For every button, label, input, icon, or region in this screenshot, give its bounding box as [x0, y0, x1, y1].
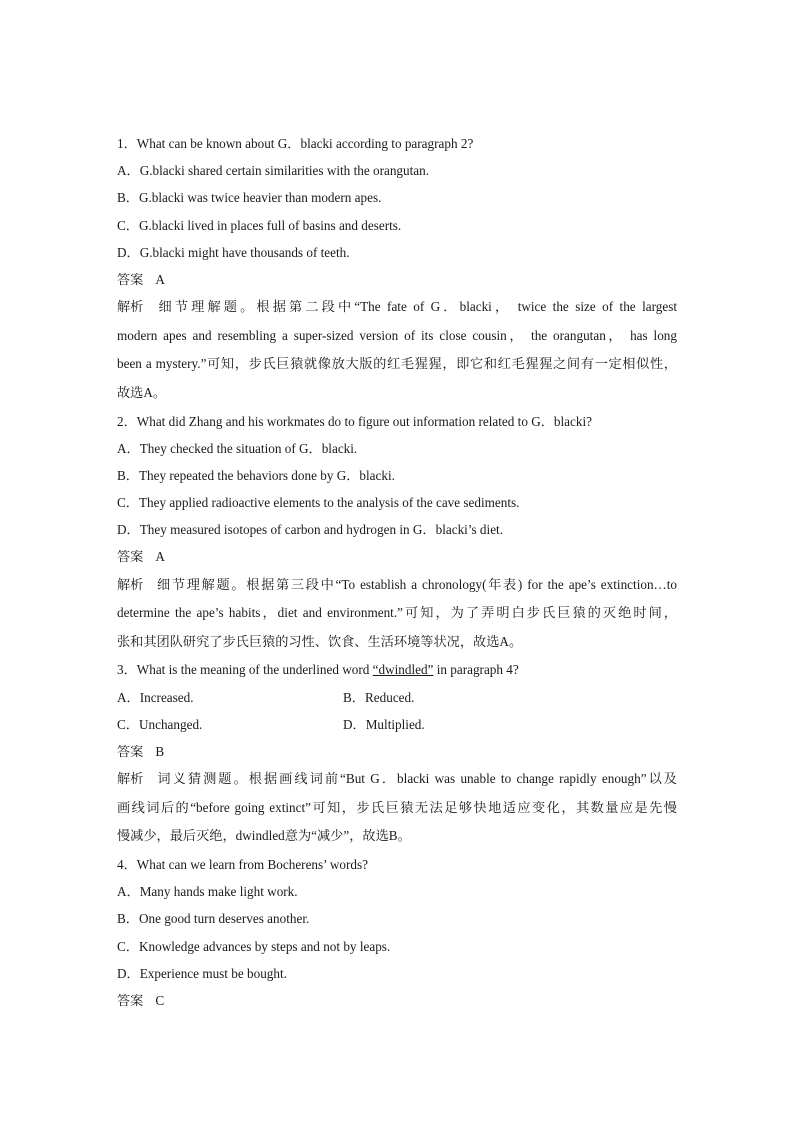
underlined-word: “dwindled”	[372, 662, 434, 678]
question-2	[117, 408, 677, 657]
question-stem: 4．What can we learn from Bocherens’ words?	[117, 856, 368, 872]
analysis-line: 解析 词义猜测题。根据画线词前“But G．blacki was unable to change rapidly enough”以及	[117, 765, 677, 794]
answer-line	[117, 543, 677, 570]
option-row	[117, 711, 677, 738]
option-c: C．They applied radioactive elements to the analysis of the cave sediments.	[117, 495, 520, 511]
analysis-line: 画线词后的“before going extinct”可知，步氏巨猿无法足够快地适应变化，其数量应是先慢	[117, 799, 677, 815]
question-stem: 1．What can be known about G．blacki according to paragraph 2?	[117, 136, 474, 151]
option-a: A．G.blacki shared certain similarities with the orangutan.	[117, 163, 430, 179]
analysis-label: 解析	[117, 576, 144, 592]
analysis-line: 故选A。	[117, 384, 167, 400]
question-list	[117, 130, 677, 1014]
answer-label: 答案	[117, 271, 144, 287]
question-1	[117, 130, 677, 408]
option-d: D．Experience must be bought.	[117, 965, 287, 981]
option-c: C．G.blacki lived in places full of basins and deserts.	[117, 217, 402, 233]
analysis-line: 解析 细节理解题。根据第三段中“To establish a chronology(年表) for the ape’s extinction…to	[117, 571, 677, 600]
answer-value: C	[155, 992, 165, 1008]
question-stem: 3．What is the meaning of the underlined word “dwindled” in paragraph 4?	[117, 662, 519, 678]
analysis-line: 张和其团队研究了步氏巨猿的习性、饮食、生活环境等状况，故选A。	[117, 633, 523, 649]
option-a: A．They checked the situation of G．blacki.	[117, 440, 358, 456]
analysis-line: modern apes and resembling a super-sized version of its close cousin， the orangutan， has long	[117, 327, 677, 343]
option-b: B．They repeated the behaviors done by G．blacki.	[117, 467, 395, 483]
analysis-line: determine the ape’s habits，diet and environment.”可知，为了弄明白步氏巨猿的灭绝时间，	[117, 605, 677, 621]
answer-value: A	[155, 549, 165, 565]
option-b: B．One good turn deserves another.	[117, 911, 310, 927]
option-b: B．Reduced.	[343, 689, 415, 705]
answer-label: 答案	[117, 549, 144, 565]
analysis-line: been a mystery.”可知，步氏巨猿就像放大版的红毛猩猩，即它和红毛猩猩之间有一定相似性，	[117, 356, 677, 372]
option-d: D．They measured isotopes of carbon and hydrogen in G．blacki’s diet.	[117, 522, 504, 538]
answer-line	[117, 987, 677, 1014]
answer-value: A	[155, 271, 165, 287]
answer-label: 答案	[117, 743, 144, 759]
option-c: C．Unchanged.	[117, 716, 203, 732]
answer-line	[117, 266, 677, 293]
option-a: A．Increased.	[117, 689, 194, 705]
option-b: B．G.blacki was twice heavier than modern apes.	[117, 190, 382, 206]
option-d: D．Multiplied.	[343, 716, 425, 732]
question-stem: 2．What did Zhang and his workmates do to figure out information related to G．blacki?	[117, 413, 592, 429]
answer-line	[117, 738, 677, 765]
analysis-line: 慢减少，最后灭绝，dwindled意为“减少”，故选B。	[117, 828, 411, 844]
option-a: A．Many hands make light work.	[117, 884, 298, 900]
analysis-line: 解析 细节理解题。根据第二段中“The fate of G．blacki， twice the size of the largest	[117, 293, 677, 322]
option-c: C．Knowledge advances by steps and not by leaps.	[117, 938, 391, 954]
option-d: D．G.blacki might have thousands of teeth.	[117, 244, 350, 260]
option-row	[117, 684, 677, 711]
answer-value: B	[155, 743, 165, 759]
question-3	[117, 656, 677, 851]
analysis-label: 解析	[117, 299, 144, 315]
answer-label: 答案	[117, 992, 144, 1008]
analysis-label: 解析	[117, 771, 144, 787]
question-4	[117, 851, 677, 1014]
